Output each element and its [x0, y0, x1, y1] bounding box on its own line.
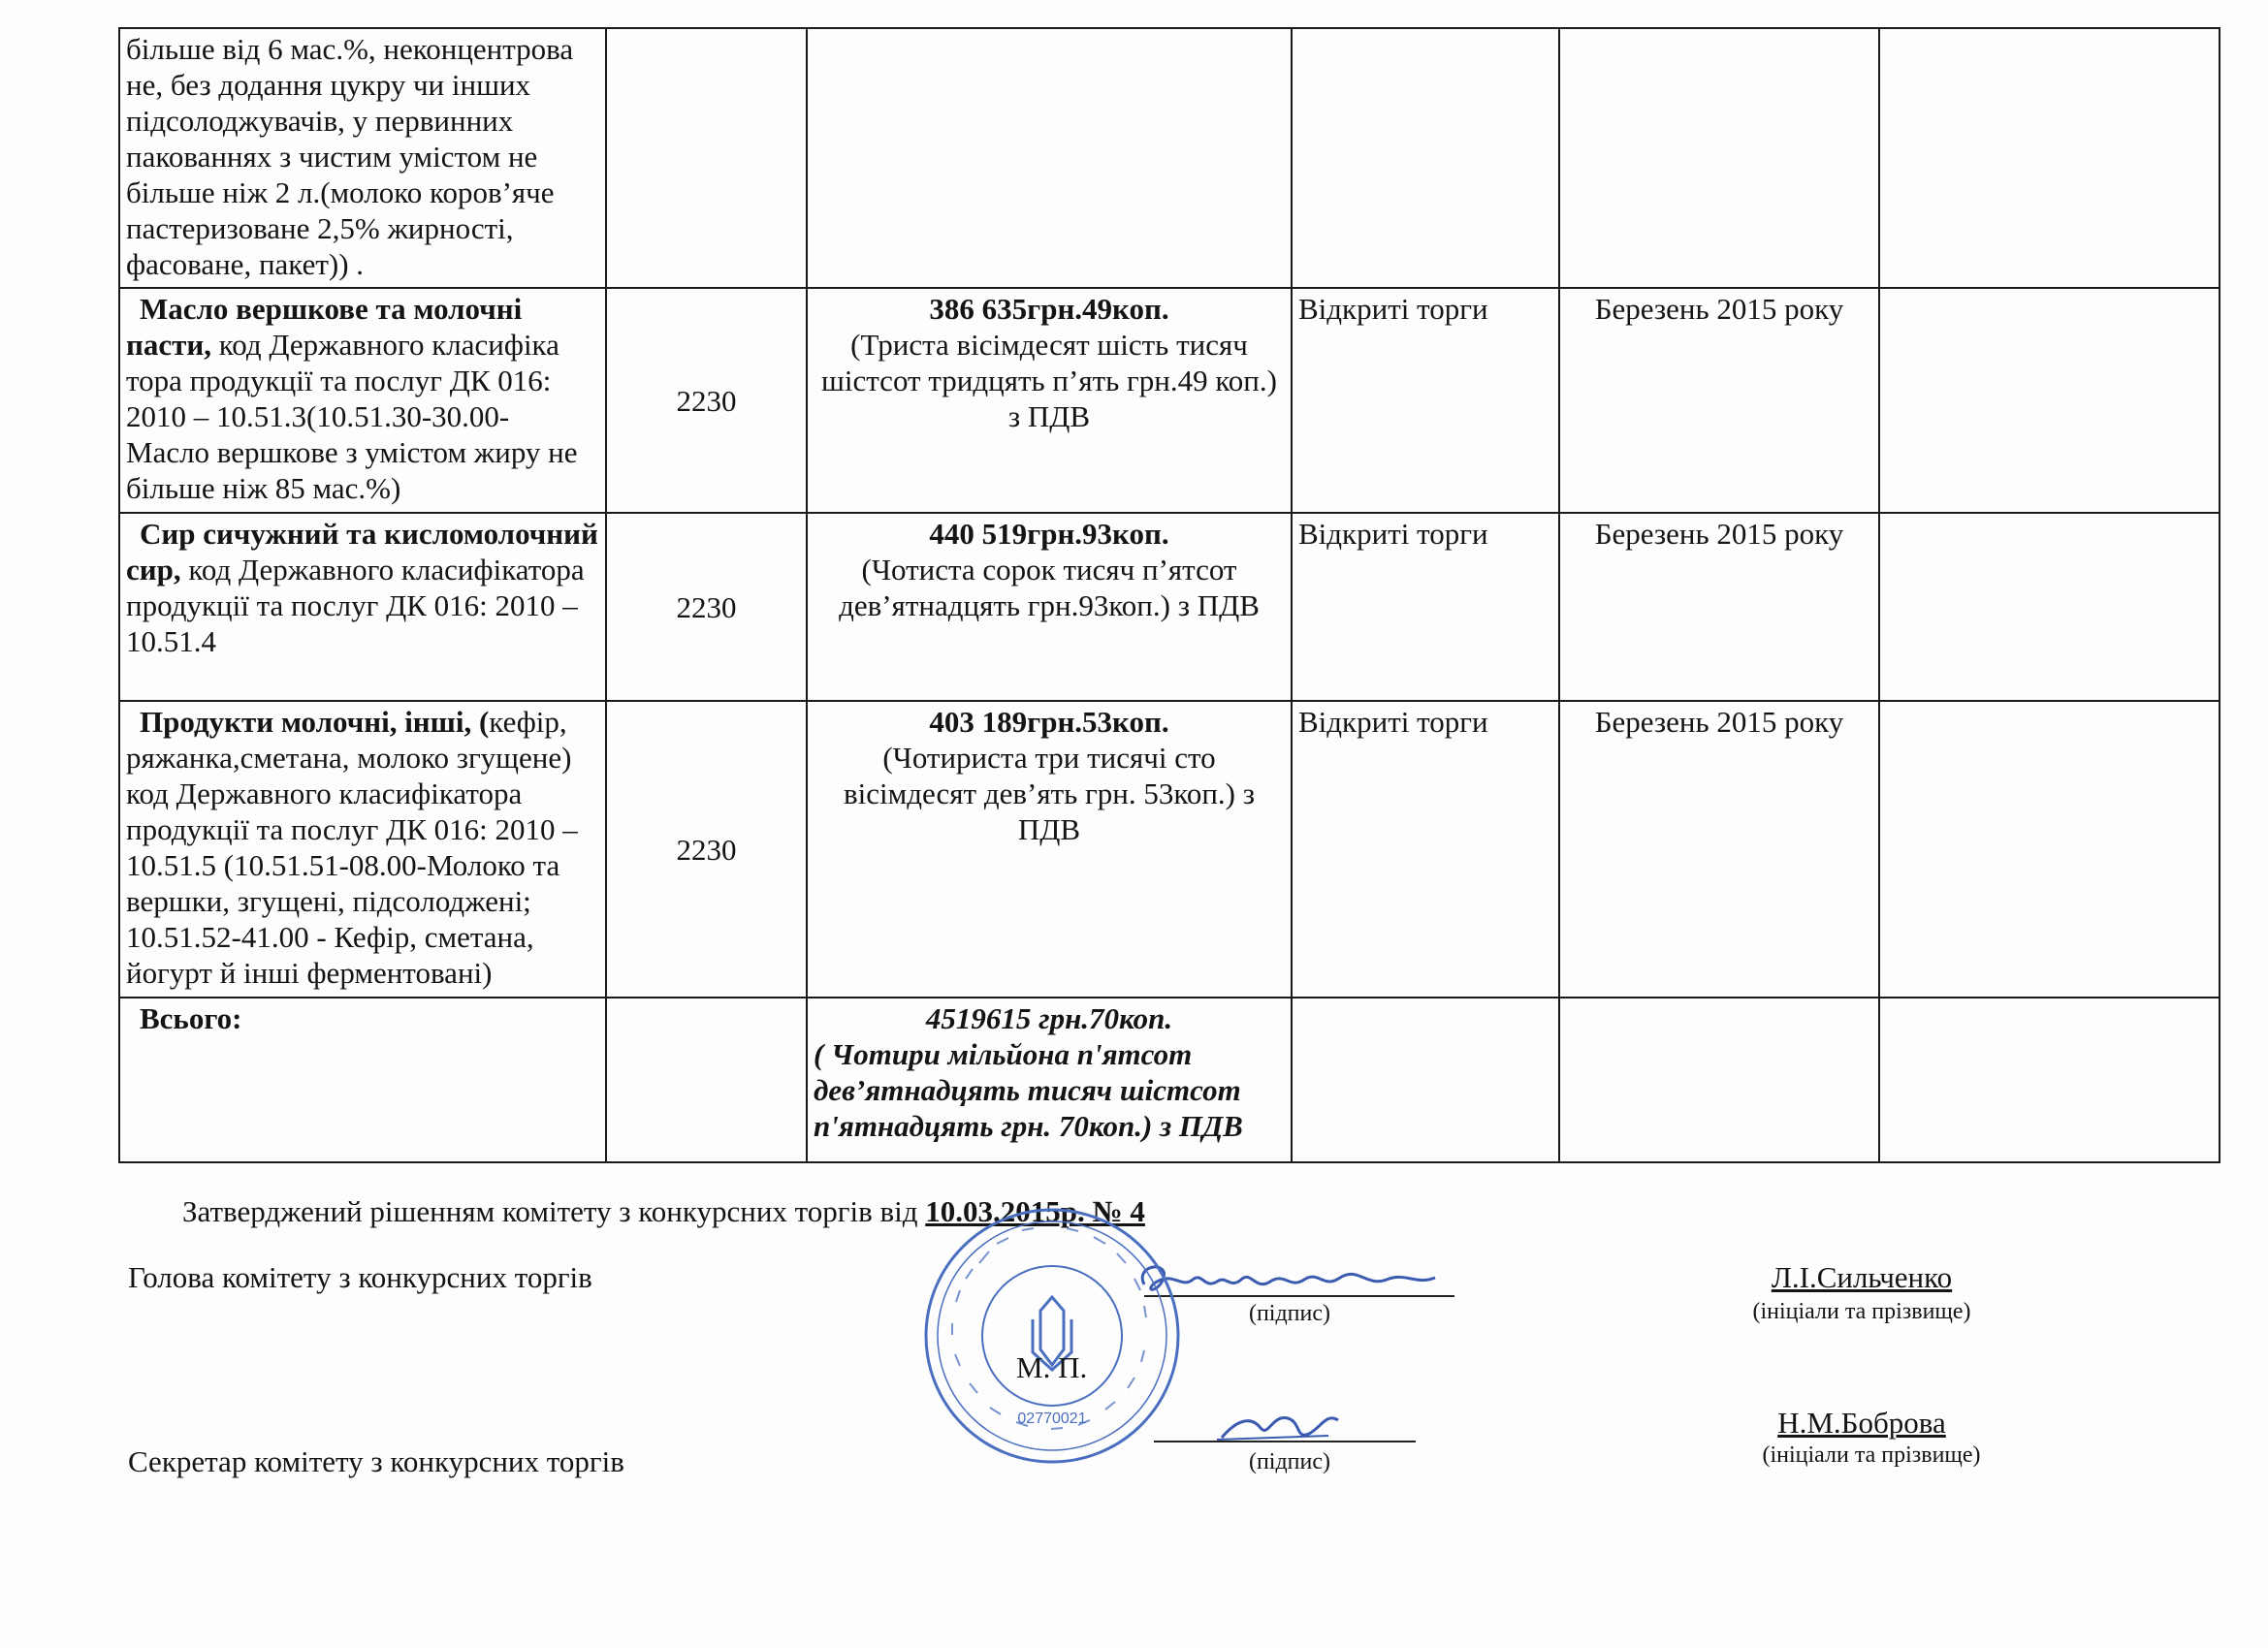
item-name-text: код Державного класифіка тора продукції та послуг ДК 016: 2010 – 10.51.3(10.51.30-30.00- Масло вершкове з умістом жиру не більше ніж 85 мас.%): [126, 328, 578, 505]
table-row: [119, 288, 2220, 513]
item-name-text: кефір, ряжанка,сметана, молоко згущене) код Державного класифікатора продукції та послуг ДК 016: 2010 – 10.51.5 (10.51.51-08.00-Молоко та вершки, згущені, підсолоджені; 10.51.52-41.00 - Кефір, сметана, йогурт й інші ферментовані): [126, 705, 578, 990]
sum-in-words: (Чотириста три тисячі сто вісімдесят дев’ять грн. 53коп.) з ПДВ: [844, 741, 1255, 846]
kekv-code-cell: 2230: [606, 288, 807, 513]
item-name-cell: [119, 513, 606, 701]
start-date-cell: Березень 2015 року: [1559, 513, 1879, 701]
expected-sum-cell: [807, 701, 1292, 998]
start-date-cell: Березень 2015 року: [1559, 288, 1879, 513]
table-body: [119, 28, 2220, 1162]
official-seal: [921, 1205, 1183, 1467]
item-name-bold: Масло вершкове та молочні пасти,: [126, 292, 523, 362]
item-name-cell: [119, 28, 606, 288]
procedure-cell: Відкриті торги: [1292, 288, 1559, 513]
total-procedure-cell: [1292, 998, 1559, 1162]
total-date-cell: [1559, 998, 1879, 1162]
sum-amount: 403 189грн.53коп.: [929, 705, 1169, 739]
secretary-name-caption: (ініціали та прізвище): [1762, 1442, 1981, 1468]
note-cell: [1879, 28, 2220, 288]
procedure-cell: Відкриті торги: [1292, 513, 1559, 701]
secretary-name: Н.М.Боброва: [1777, 1406, 1946, 1440]
chair-name: Л.І.Сильченко: [1771, 1260, 1953, 1294]
note-cell: [1879, 513, 2220, 701]
total-row: [119, 998, 2220, 1162]
stamp-placeholder-label: М. П.: [1016, 1350, 1088, 1384]
item-name-bold: Сир сичужний та кисломолочний сир,: [126, 517, 598, 586]
seal-code: 02770021: [1017, 1410, 1087, 1427]
chair-name-caption: (ініціали та прізвище): [1752, 1299, 1971, 1324]
sum-amount: 440 519грн.93коп.: [929, 517, 1169, 551]
expected-sum-cell: [807, 288, 1292, 513]
table-row: [119, 28, 2220, 288]
approval-date-number: 10.03.2015р. № 4: [925, 1194, 1145, 1228]
expected-sum-cell: [807, 28, 1292, 288]
item-name-text: код Державного класифікатора продукції та послуг ДК 016: 2010 – 10.51.4: [126, 553, 585, 658]
total-label-cell: [119, 998, 606, 1162]
start-date-cell: [1559, 28, 1879, 288]
item-name-bold: Продукти молочні, інші, (: [140, 705, 490, 739]
total-amount: 4519615 грн.70коп.: [925, 1001, 1173, 1035]
total-code-cell: [606, 998, 807, 1162]
procedure-cell: Відкриті торги: [1292, 701, 1559, 998]
table-row: [119, 513, 2220, 701]
approval-text: Затверджений рішенням комітету з конкурсних торгів від: [182, 1194, 926, 1228]
chair-signature-caption: (підпис): [1248, 1301, 1331, 1326]
table-row: [119, 701, 2220, 998]
total-in-words: ( Чотири мільйона п'ятсот дев’ятнадцять тисяч шістсот п'ятнадцять грн. 70коп.) з ПДВ: [814, 1037, 1243, 1143]
sum-in-words: (Чотиста сорок тисяч п’ятсот дев’ятнадцять грн.93коп.) з ПДВ: [839, 553, 1260, 622]
sum-amount: 386 635грн.49коп.: [929, 292, 1169, 326]
total-sum-cell: [807, 998, 1292, 1162]
total-label: Всього:: [140, 1001, 242, 1035]
kekv-code-cell: [606, 28, 807, 288]
total-note-cell: [1879, 998, 2220, 1162]
secretary-label: Секретар комітету з конкурсних торгів: [128, 1444, 624, 1478]
secretary-signature-caption: (підпис): [1248, 1449, 1331, 1474]
expected-sum-cell: [807, 513, 1292, 701]
secretary-signature: [1212, 1401, 1348, 1449]
item-name-cell: [119, 701, 606, 998]
start-date-cell: Березень 2015 року: [1559, 701, 1879, 998]
procurement-table: [118, 27, 2220, 1163]
kekv-code-cell: 2230: [606, 513, 807, 701]
item-name-cell: [119, 288, 606, 513]
note-cell: [1879, 701, 2220, 998]
sum-in-words: (Триста вісімдесят шість тисяч шістсот тридцять п’ять грн.49 коп.) з ПДВ: [821, 328, 1277, 433]
kekv-code-cell: 2230: [606, 701, 807, 998]
procedure-cell: [1292, 28, 1559, 288]
note-cell: [1879, 288, 2220, 513]
chair-label: Голова комітету з конкурсних торгів: [128, 1260, 592, 1294]
item-name-text: більше від 6 мас.%, неконцентрова не, без додання цукру чи інших підсолоджувачів, у первинних пакованнях з чистим умістом не більше ніж 2 л.(молоко коров’яче пастеризоване 2,5% жирності, фасоване, пакет)) .: [126, 32, 574, 281]
